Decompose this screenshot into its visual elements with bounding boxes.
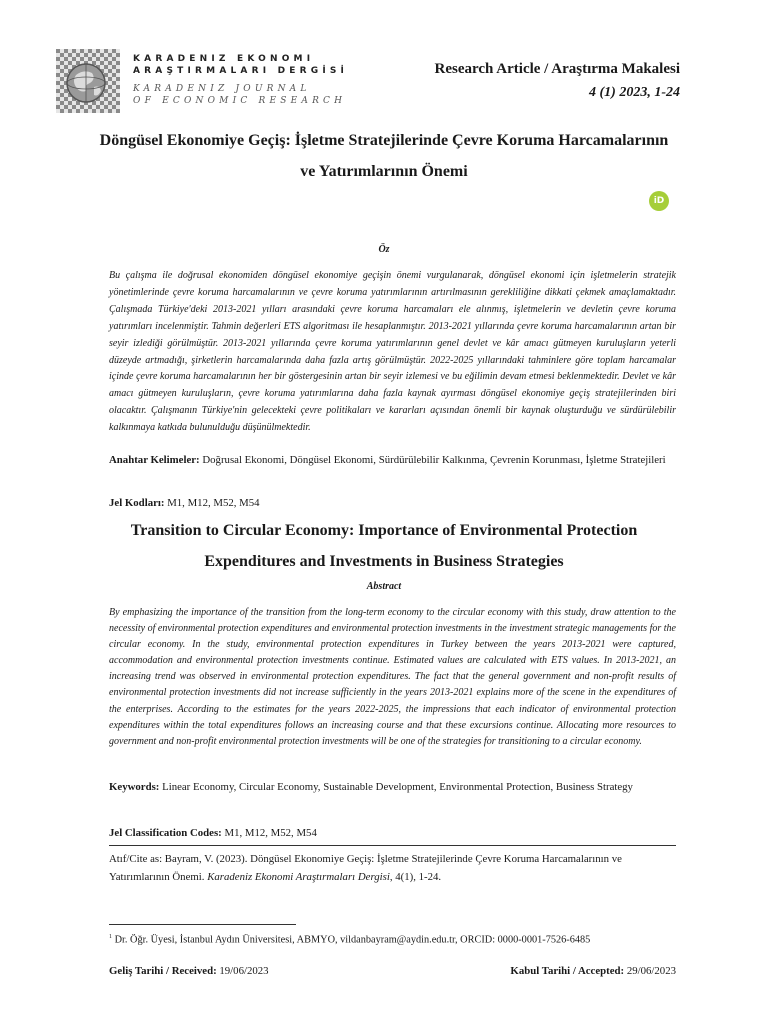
keywords-tr (109, 451, 676, 469)
jel-en-value: M1, M12, M52, M54 (224, 827, 317, 839)
keywords-en (109, 778, 676, 797)
orcid-icon[interactable]: iD (649, 191, 669, 211)
accepted-date (510, 965, 676, 977)
jel-tr-value: M1, M12, M52, M54 (167, 497, 260, 509)
cite-journal: Karadeniz Ekonomi Araştırmaları Dergisi (207, 871, 390, 883)
received-label: Geliş Tarihi / Received: (109, 965, 217, 977)
journal-tr-line1: KARADENIZ EKONOMI (133, 54, 315, 64)
journal-logo (56, 49, 120, 113)
accepted-label: Kabul Tarihi / Accepted: (510, 965, 625, 977)
journal-tr-line2: ARAŞTIRMALARI DERGİSİ (133, 66, 349, 76)
keywords-tr-value: Doğrusal Ekonomi, Döngüsel Ekonomi, Sürdürülebilir Kalkınma, Çevrenin Korunması, İşletme Stratejileri (202, 454, 666, 466)
received-date (109, 965, 269, 977)
jel-en-label: Jel Classification Codes: (109, 827, 222, 839)
jel-tr (109, 494, 676, 512)
citation (109, 850, 676, 886)
title-tr-line2: ve Yatırımlarının Önemi (300, 163, 468, 180)
footnote (109, 930, 676, 947)
journal-en-line2: OF ECONOMIC RESEARCH (133, 96, 347, 106)
oz-heading: Öz (378, 244, 390, 255)
accepted-value: 29/06/2023 (626, 965, 676, 977)
cite-suffix: , 4(1), 1-24. (389, 871, 442, 883)
jel-en (109, 824, 676, 842)
keywords-en-value: Linear Economy, Circular Economy, Sustainable Development, Environmental Protection, Business Strategy (162, 781, 633, 793)
footnote-text: Dr. Öğr. Üyesi, İstanbul Aydın Üniversitesi, ABMYO, vildanbayram@aydin.edu.tr, ORCID: 0000-0001-7526-6485 (114, 934, 591, 946)
oz-text: Bu çalışma ile doğrusal ekonomiden döngüsel ekonomiye geçişin önemi vurgulanarak, döngüsel ekonomi için işletmelerin stratejik yönetimlerinde çevre koruma harcamalarının ve çevre koruma yatırımlarının artırılmasının gerekliliğine dikkati çekmek amaçlamaktadır. Çalışmada Türkiye'deki 2013-2021 yılları arasındaki çevre koruma harcamaları ele alınmış, işletmelerin ve devletin çevre koruma yatırımları incelenmiştir. Tahmin değerleri ETS algoritması ile hesaplanmıştır. 2013-2021 yıllarında çevre koruma harcamalarının artan bir seyir izlediği görülmüştür. 2013-2021 yıllarında çevre koruma yatırımlarının genel devlet ve kâr amacı gütmeyen kuruluşların yeterli düzeyde artmadığı, şirketlerin harcamalarında daha fazla artış görülmüştür. 2022-2025 yıllarındaki tahminlere göre toplam harcamalar içinde çevre koruma harcamalarının her bir göstergesinin artan bir seyir izlemesi ve bu eğilimin devam etmesi beklenmektedir. Devlet ve kâr amacı gütmeyen kuruluşların, çevre koruma yatırımlarına daha fazla kaynak ayırması döngüsel ekonomiye geçiş stratejilerinden biri olacaktır. Çalışmanın Türkiye'nin gelecekteki çevre politikaları ve kararları açısından önemli bir kaynak oluşturduğu ve sürdürülebilir kalkınmaya katkıda bulunulduğu düşünülmektedir. (109, 270, 676, 434)
footnote-mark: 1 (109, 934, 112, 940)
title-tr (70, 125, 698, 187)
title-en (70, 515, 698, 577)
title-tr-line1: Döngüsel Ekonomiye Geçiş: İşletme Stratejilerinde Çevre Koruma Harcamalarının (99, 132, 669, 149)
received-value: 19/06/2023 (219, 965, 269, 977)
journal-name (133, 53, 348, 107)
footnote-divider (109, 924, 296, 925)
title-en-line1: Transition to Circular Economy: Importance of Environmental Protection (130, 522, 638, 539)
keywords-tr-label: Anahtar Kelimeler: (109, 454, 200, 466)
jel-tr-label: Jel Kodları: (109, 497, 165, 509)
divider (109, 845, 676, 846)
abstract-text: By emphasizing the importance of the transition from the long-term economy to the circular economy with this study, draw attention to the necessity of environmental protection expenditures and environmental protection investments in the investment strategic managements for the circular economy. In the study, environmental protection expenditures in Turkey between the years 2013-2021 were captured, accommodation and environmental protection investments continue. Estimated values are calculated with ETS values. In 2013-2021, an increasing trend was observed in environmental protection expenditures. The fact that the general government and non-profit results of environmental protection investments did not increase sufficiently in the years 2013-2021 explains more of the scene in the expenditures of the enterprises. According to the estimates for the years 2022-2025, the impressions that each indicator of environmental protection expenditures within the total expenditures follows an increasing course and that these excursions continue. Allocating more resources to government and non-profit environmental protection investments will be one of the strategies for transitioning to a circular economy. (109, 607, 676, 747)
journal-en-line1: KARADENIZ JOURNAL (133, 84, 311, 94)
keywords-en-label: Keywords: (109, 781, 160, 793)
title-en-line2: Expenditures and Investments in Business Strategies (204, 553, 564, 570)
article-type: Research Article / Araştırma Makalesi (434, 61, 680, 77)
volume-info: 4 (1) 2023, 1-24 (589, 85, 680, 100)
cite-prefix: Atıf/Cite as: Bayram, V. (2023). Döngüsel Ekonomiye Geçiş: İşletme Stratejilerinde Çevre Koruma Harcamalarının ve Yatırımlarının Önemi. (109, 853, 622, 883)
abstract-heading: Abstract (366, 581, 402, 592)
